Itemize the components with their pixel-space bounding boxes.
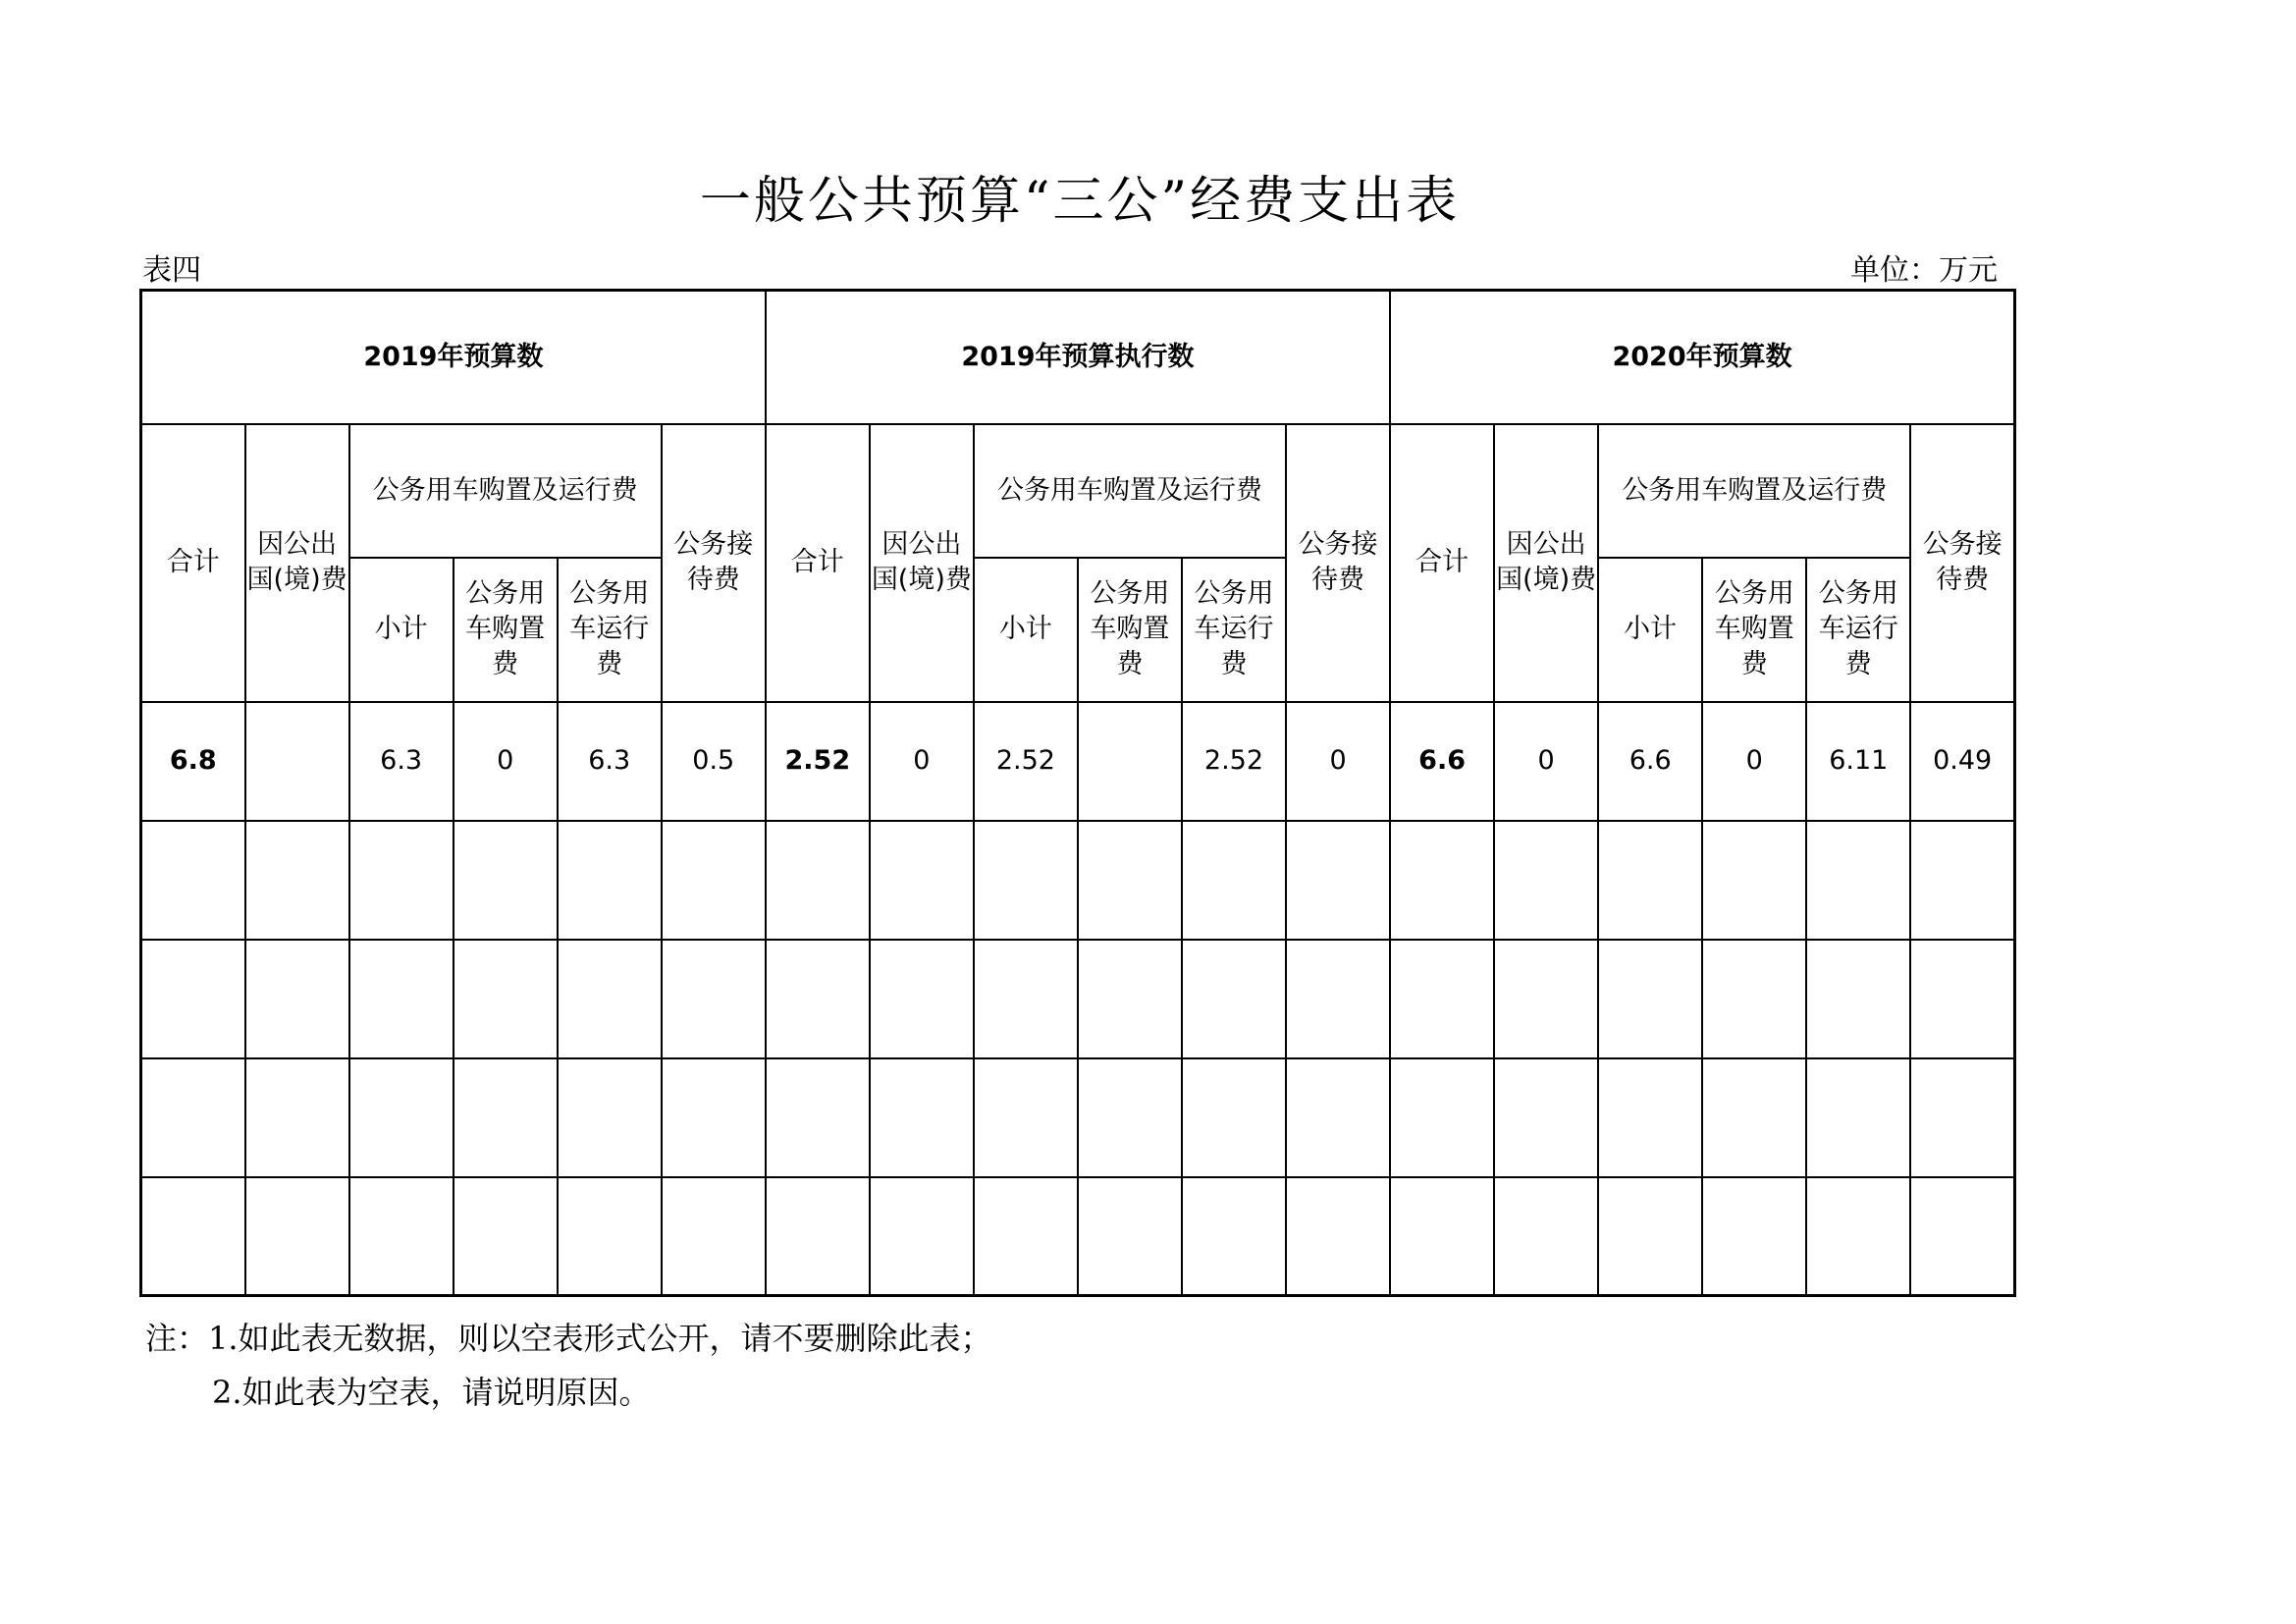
table-cell: 6.6 (1598, 702, 1702, 821)
table-cell: 0 (870, 702, 974, 821)
table-cell (1910, 1177, 2014, 1296)
table-cell (974, 940, 1078, 1058)
group-header-2019-budget: 2019年预算数 (141, 291, 766, 424)
col-header-purchase: 公务用车购置费 (1702, 558, 1806, 702)
table-cell (1390, 821, 1494, 940)
table-cell: 0 (454, 702, 558, 821)
table-cell (662, 1177, 766, 1296)
table-cell (662, 940, 766, 1058)
table-cell (1598, 821, 1702, 940)
col-header-abroad: 因公出国(境)费 (1494, 424, 1598, 702)
table-row (141, 1177, 2015, 1296)
table-cell (1182, 1058, 1286, 1177)
expense-table (139, 289, 2016, 1297)
table-cell (349, 940, 454, 1058)
table-cell (1910, 1058, 2014, 1177)
table-cell (1286, 821, 1390, 940)
table-cell (1806, 821, 1910, 940)
table-cell (349, 821, 454, 940)
table-cell (454, 1058, 558, 1177)
col-header-purchase: 公务用车购置费 (1078, 558, 1182, 702)
table-cell: 2.52 (1182, 702, 1286, 821)
table-cell (1390, 940, 1494, 1058)
table-cell (558, 1058, 662, 1177)
table-cell (141, 1058, 245, 1177)
table-row (141, 940, 2015, 1058)
table-cell (974, 1177, 1078, 1296)
column-header-row-2 (141, 558, 2015, 702)
table-cell: 0 (1286, 702, 1390, 821)
table-cell (245, 1177, 349, 1296)
table-cell (558, 821, 662, 940)
col-header-reception: 公务接待费 (662, 424, 766, 702)
table-cell (1494, 940, 1598, 1058)
group-header-row (141, 291, 2015, 424)
table-cell (1078, 940, 1182, 1058)
sheet-number: 表四 (142, 253, 201, 288)
table-cell (245, 1058, 349, 1177)
table-cell: 6.11 (1806, 702, 1910, 821)
table-cell (1702, 1058, 1806, 1177)
table-cell: 2.52 (974, 702, 1078, 821)
table-row (141, 1058, 2015, 1177)
table-cell (1286, 940, 1390, 1058)
table-row (141, 821, 2015, 940)
table-cell (245, 940, 349, 1058)
col-header-subtotal: 小计 (1598, 558, 1702, 702)
col-header-vehicle: 公务用车购置及运行费 (1598, 424, 1910, 558)
table-cell (349, 1058, 454, 1177)
table-cell: 0.5 (662, 702, 766, 821)
table-cell (558, 1177, 662, 1296)
notes (145, 1312, 992, 1420)
table-cell (974, 1058, 1078, 1177)
table-cell (662, 1058, 766, 1177)
col-header-subtotal: 小计 (974, 558, 1078, 702)
col-header-subtotal: 小计 (349, 558, 454, 702)
col-header-total: 合计 (1390, 424, 1494, 702)
table-cell (1182, 940, 1286, 1058)
column-header-row-1 (141, 424, 2015, 558)
table-cell (141, 821, 245, 940)
table-cell (454, 940, 558, 1058)
table-cell (662, 821, 766, 940)
col-header-total: 合计 (141, 424, 245, 702)
table-cell (1910, 940, 2014, 1058)
table-cell (1598, 940, 1702, 1058)
col-header-reception: 公务接待费 (1286, 424, 1390, 702)
table-cell (245, 702, 349, 821)
table-cell (1390, 1177, 1494, 1296)
table-cell (454, 821, 558, 940)
table-cell (1806, 940, 1910, 1058)
table-cell: 0 (1702, 702, 1806, 821)
table-cell: 0.49 (1910, 702, 2014, 821)
group-header-2019-execution: 2019年预算执行数 (766, 291, 1390, 424)
table-cell (1286, 1177, 1390, 1296)
table-cell (870, 940, 974, 1058)
table-cell (1494, 821, 1598, 940)
table-cell (1702, 821, 1806, 940)
page-title: 一般公共预算“三公”经费支出表 (699, 172, 1461, 231)
col-header-reception: 公务接待费 (1910, 424, 2014, 702)
table-cell (1390, 1058, 1494, 1177)
col-header-vehicle: 公务用车购置及运行费 (974, 424, 1286, 558)
table-cell (870, 821, 974, 940)
col-header-purchase: 公务用车购置费 (454, 558, 558, 702)
table-cell: 2.52 (766, 702, 870, 821)
table-cell (1078, 821, 1182, 940)
col-header-vehicle: 公务用车购置及运行费 (349, 424, 662, 558)
table-cell (1806, 1058, 1910, 1177)
table-row (141, 702, 2015, 821)
col-header-operation: 公务用车运行费 (1806, 558, 1910, 702)
table-cell (1702, 1177, 1806, 1296)
table-cell (1494, 1177, 1598, 1296)
table-cell (766, 821, 870, 940)
table-cell (1078, 1177, 1182, 1296)
table-cell (1702, 940, 1806, 1058)
table-cell (766, 1177, 870, 1296)
table-cell: 6.6 (1390, 702, 1494, 821)
table-cell: 6.3 (558, 702, 662, 821)
table-cell: 6.8 (141, 702, 245, 821)
table-cell (1078, 1058, 1182, 1177)
col-header-total: 合计 (766, 424, 870, 702)
group-header-2020-budget: 2020年预算数 (1390, 291, 2014, 424)
col-header-abroad: 因公出国(境)费 (245, 424, 349, 702)
table-cell (1910, 821, 2014, 940)
table-cell (1598, 1177, 1702, 1296)
table-cell (1598, 1058, 1702, 1177)
col-header-operation: 公务用车运行费 (558, 558, 662, 702)
table-cell (766, 940, 870, 1058)
table-cell: 0 (1494, 702, 1598, 821)
table-cell (1806, 1177, 1910, 1296)
table-cell (1182, 1177, 1286, 1296)
table-cell (1494, 1058, 1598, 1177)
col-header-operation: 公务用车运行费 (1182, 558, 1286, 702)
col-header-abroad: 因公出国(境)费 (870, 424, 974, 702)
table-cell (141, 940, 245, 1058)
note-line: 注：1.如此表无数据，则以空表形式公开，请不要删除此表； (145, 1320, 992, 1357)
table-cell (141, 1177, 245, 1296)
table-cell (974, 821, 1078, 940)
table-cell (349, 1177, 454, 1296)
unit-label: 单位：万元 (1850, 253, 1998, 288)
table-cell (1182, 821, 1286, 940)
table-cell (245, 821, 349, 940)
table-cell (1078, 702, 1182, 821)
table-cell (870, 1058, 974, 1177)
table-cell (766, 1058, 870, 1177)
table-cell: 6.3 (349, 702, 454, 821)
table-cell (1286, 1058, 1390, 1177)
table-cell (870, 1177, 974, 1296)
table-cell (558, 940, 662, 1058)
note-line: 2.如此表为空表，请说明原因。 (212, 1374, 651, 1411)
table-cell (454, 1177, 558, 1296)
